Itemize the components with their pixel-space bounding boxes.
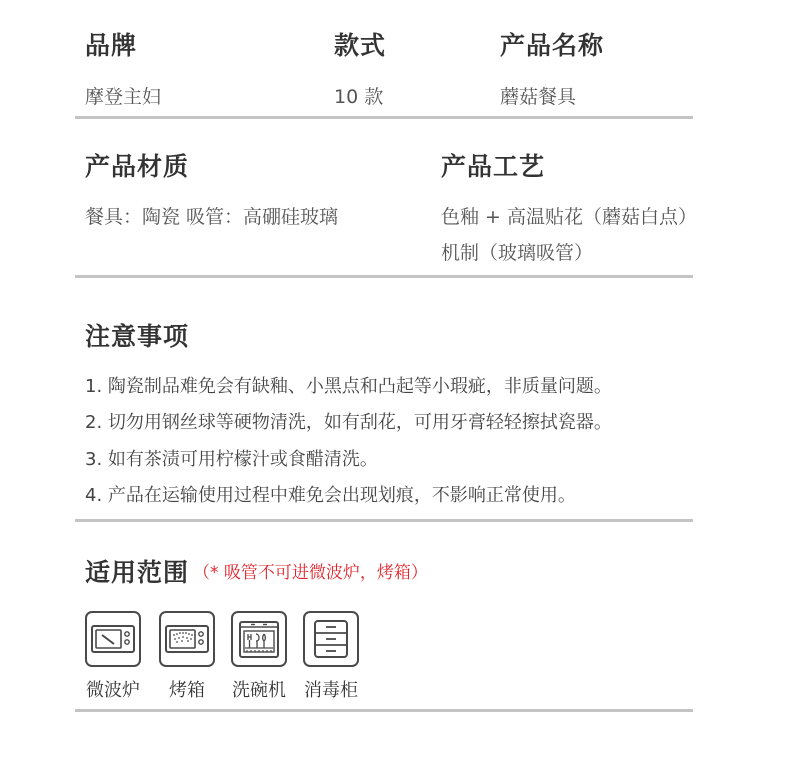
usage-warning: （* 吸管不可进微波炉，烤箱） xyxy=(193,563,428,583)
note-item-3: 3. 如有茶渍可用柠檬汁或食醋清洗。 xyxy=(85,449,378,470)
section-divider xyxy=(75,275,693,278)
material-value: 餐具：陶瓷 吸管：高硼硅玻璃 xyxy=(85,206,339,228)
usage-heading: 适用范围 xyxy=(85,558,190,587)
section-divider xyxy=(75,519,693,522)
oven-icon xyxy=(159,611,215,667)
craft-heading: 产品工艺 xyxy=(441,152,546,181)
craft-line-2: 机制（玻璃吸管） xyxy=(441,242,594,264)
product-name-heading: 产品名称 xyxy=(500,31,605,60)
notes-heading: 注意事项 xyxy=(85,322,190,351)
note-item-1: 1. 陶瓷制品难免会有缺釉、小黑点和凸起等小瑕疵，非质量问题。 xyxy=(85,376,612,397)
styles-value: 10 款 xyxy=(334,86,384,108)
section-divider xyxy=(75,116,693,119)
sterilizer-cabinet-label: 消毒柜 xyxy=(304,680,358,701)
dishwasher-icon xyxy=(231,611,287,667)
product-name-value: 蘑菇餐具 xyxy=(500,86,577,108)
brand-value: 摩登主妇 xyxy=(85,86,162,108)
material-heading: 产品材质 xyxy=(85,152,190,181)
brand-heading: 品牌 xyxy=(85,31,138,60)
section-divider xyxy=(75,709,693,712)
microwave-icon xyxy=(85,611,141,667)
craft-line-1: 色釉 + 高温贴花（蘑菇白点） xyxy=(441,206,697,228)
note-item-4: 4. 产品在运输使用过程中难免会出现划痕，不影响正常使用。 xyxy=(85,485,576,506)
note-item-2: 2. 切勿用钢丝球等硬物清洗，如有刮花，可用牙膏轻轻擦拭瓷器。 xyxy=(85,412,612,433)
oven-label: 烤箱 xyxy=(169,680,205,701)
styles-heading: 款式 xyxy=(334,31,387,60)
dishwasher-label: 洗碗机 xyxy=(232,680,286,701)
sterilizer-cabinet-icon xyxy=(303,611,359,667)
microwave-label: 微波炉 xyxy=(86,680,140,701)
